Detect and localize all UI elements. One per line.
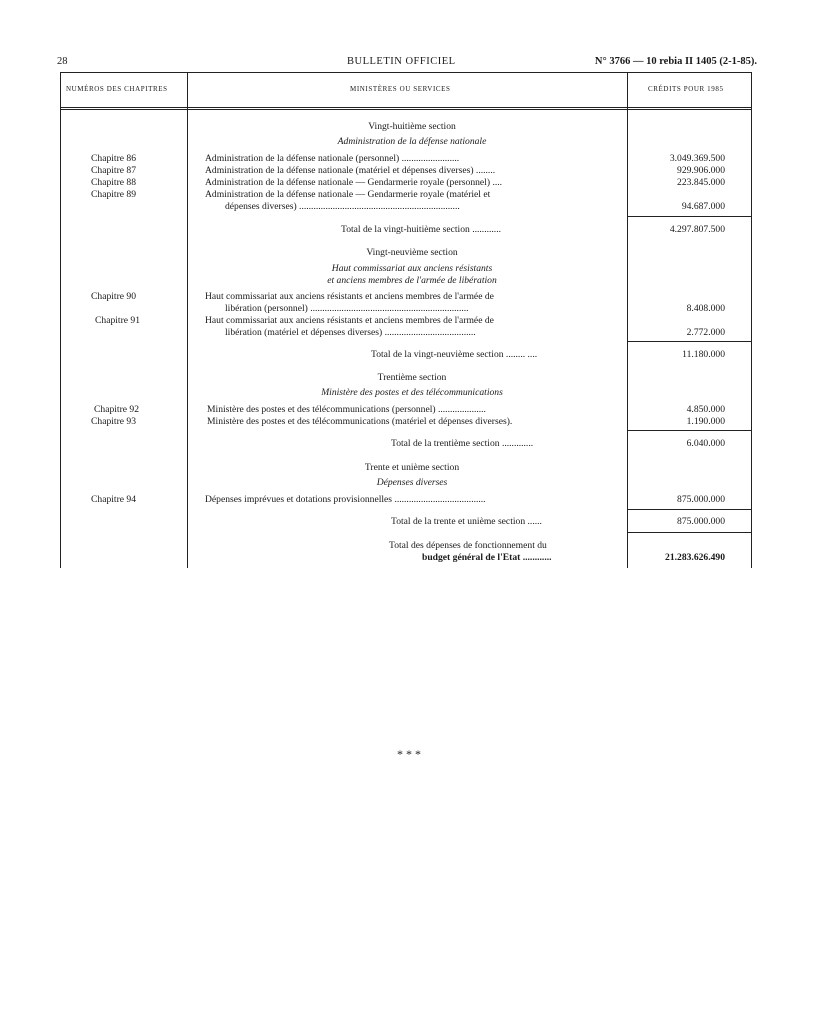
- section-subtitle: Dépenses diverses: [376, 477, 448, 488]
- chapter-number: Chapitre 87: [91, 165, 137, 176]
- credit-amount: 4.850.000: [686, 404, 725, 415]
- chapter-number: Chapitre 88: [91, 177, 137, 188]
- service-label: Administration de la défense nationale — Gendarmerie royale (personnel) ....: [205, 177, 503, 188]
- page-number: 28: [57, 56, 68, 67]
- section-title: Vingt-neuvième section: [366, 247, 458, 258]
- chapter-number: Chapitre 90: [91, 291, 137, 302]
- credit-amount: 875.000.000: [677, 494, 725, 505]
- service-label: Haut commissariat aux anciens résistants et anciens membres de l'armée de: [205, 315, 494, 326]
- section-title: Trente et unième section: [364, 462, 460, 473]
- chapter-number: Chapitre 91: [95, 315, 141, 326]
- chapter-number: Chapitre 93: [91, 416, 137, 427]
- header-rule-double: [60, 109, 752, 110]
- service-label: Ministère des postes et des télécommunications (matériel et dépenses diverses).: [207, 416, 513, 427]
- credit-amount: 1.190.000: [686, 416, 725, 427]
- section-title: Trentième section: [377, 372, 447, 383]
- section-total-label: Total de la vingt-neuvième section ........ ....: [371, 349, 538, 360]
- service-label: Haut commissariat aux anciens résistants et anciens membres de l'armée de: [205, 291, 494, 302]
- subtotal-rule: [628, 509, 752, 510]
- grand-total-label: Total des dépenses de fonctionnement du: [389, 540, 547, 551]
- subtotal-rule: [628, 341, 752, 342]
- credit-amount: 929.906.000: [677, 165, 725, 176]
- credit-amount: 223.845.000: [677, 177, 725, 188]
- credit-amount: 94.687.000: [681, 201, 725, 212]
- section-total-amount: 4.297.807.500: [669, 224, 725, 235]
- column-header-chapitres: NUMÉROS DES CHAPITRES: [66, 85, 168, 93]
- service-label: Administration de la défense nationale (personnel) ........................: [205, 153, 460, 164]
- service-label: Ministère des postes et des télécommunications (personnel) ....................: [207, 404, 486, 415]
- service-label: Administration de la défense nationale (matériel et dépenses diverses) ........: [205, 165, 496, 176]
- service-label: Dépenses imprévues et dotations provisionnelles ......................................: [205, 494, 486, 505]
- section-total-label: Total de la trentième section .............: [391, 438, 534, 449]
- section-title: Vingt-huitième section: [368, 121, 456, 132]
- section-total-label: Total de la vingt-huitième section ............: [341, 224, 501, 235]
- grand-total-rule: [628, 532, 752, 533]
- chapter-number: Chapitre 94: [91, 494, 137, 505]
- page-header: [57, 56, 757, 72]
- section-subtitle: et anciens membres de l'armée de libération: [327, 275, 497, 286]
- service-label-continued: dépenses diverses) ...................................................................: [225, 201, 460, 212]
- column-divider-2: [627, 73, 628, 568]
- section-total-amount: 6.040.000: [686, 438, 725, 449]
- service-label-continued: libération (personnel) ..................................................................: [225, 303, 469, 314]
- subtotal-rule: [628, 430, 752, 431]
- table-border-right: [751, 73, 752, 568]
- column-header-services: MINISTÈRES OU SERVICES: [350, 85, 451, 93]
- grand-total-amount: 21.283.626.490: [665, 552, 725, 563]
- grand-total-label-continued: budget général de l'Etat ............: [422, 552, 552, 563]
- section-subtitle: Administration de la défense nationale: [337, 136, 487, 147]
- chapter-number: Chapitre 89: [91, 189, 137, 200]
- bulletin-title: BULLETIN OFFICIEL: [347, 56, 456, 67]
- credit-amount: 2.772.000: [686, 327, 725, 338]
- service-label: Administration de la défense nationale — Gendarmerie royale (matériel et: [205, 189, 491, 200]
- service-label-continued: libération (matériel et dépenses diverses) ......................................: [225, 327, 476, 338]
- subtotal-rule: [628, 216, 752, 217]
- asterism-ornament: * * *: [397, 747, 421, 761]
- section-total-amount: 875.000.000: [677, 516, 725, 527]
- section-subtitle: Haut commissariat aux anciens résistants: [331, 263, 493, 274]
- column-divider-1: [187, 73, 188, 568]
- section-total-label: Total de la trente et unième section ......: [391, 516, 542, 527]
- section-subtitle: Ministère des postes et des télécommunications: [321, 387, 503, 398]
- credit-amount: 8.408.000: [686, 303, 725, 314]
- header-rule: [60, 107, 752, 108]
- column-header-credits: CRÉDITS POUR 1985: [648, 85, 724, 93]
- issue-reference: N° 3766 — 10 rebia II 1405 (2-1-85).: [594, 56, 757, 67]
- budget-table: [60, 72, 752, 568]
- credit-amount: 3.049.369.500: [669, 153, 725, 164]
- table-border-left: [60, 73, 61, 568]
- chapter-number: Chapitre 86: [91, 153, 137, 164]
- chapter-number: Chapitre 92: [94, 404, 140, 415]
- section-total-amount: 11.180.000: [682, 349, 725, 360]
